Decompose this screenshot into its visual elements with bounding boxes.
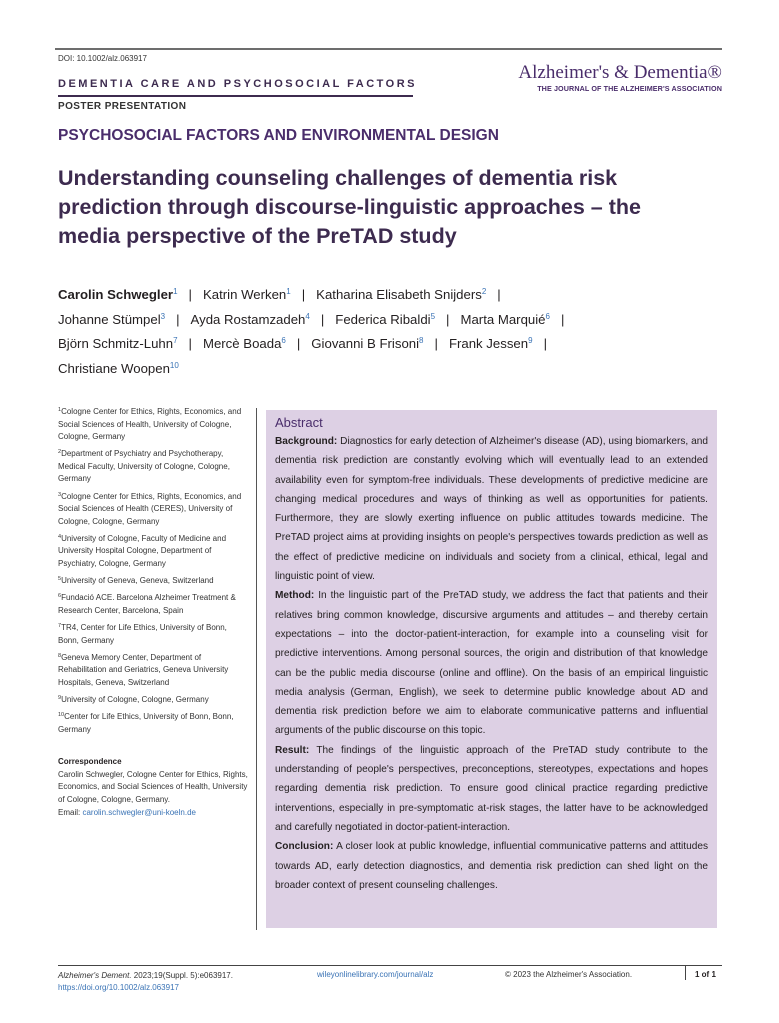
- author-separator: |: [176, 311, 180, 327]
- author-affiliation-ref[interactable]: 6: [545, 311, 550, 321]
- abstract-conclusion: [275, 837, 708, 895]
- affiliation-text: Geneva Memory Center, Department of Rehabilitation and Geriatrics, Geneva University Hospitals, Geneva, Switzerland: [58, 652, 229, 687]
- footer-rule: [58, 965, 722, 966]
- affiliation-number: 2: [58, 449, 62, 456]
- affiliation-text: Cologne Center for Ethics, Rights, Economics, and Social Sciences of Health, University of Cologne, Cologne, Germany: [58, 407, 242, 442]
- journal-logo-title: Alzheimer's & Dementia®: [518, 62, 722, 83]
- affiliation-text: Center for Life Ethics, University of Bonn, Bonn, Germany: [58, 711, 234, 734]
- affiliation-number: 7: [58, 622, 62, 629]
- affiliation: [58, 406, 248, 444]
- affiliation-number: 8: [58, 652, 62, 659]
- author-name: Christiane Woopen: [58, 360, 170, 376]
- affiliations-column: [58, 406, 248, 819]
- author-row: [58, 283, 728, 308]
- correspondence-text: Carolin Schwegler, Cologne Center for Ethics, Rights, Economics, and Social Sciences of Health, University of Cologne, Cologne, Germany.: [58, 769, 248, 804]
- author-separator: |: [188, 287, 192, 302]
- affiliation: [58, 711, 248, 736]
- author-separator: |: [188, 336, 192, 351]
- email-link[interactable]: carolin.schwegler@uni-koeln.de: [82, 807, 196, 817]
- affiliation-text: TR4, Center for Life Ethics, University of Bonn, Bonn, Germany: [58, 622, 227, 645]
- top-rule: [55, 48, 722, 50]
- author-affiliation-ref[interactable]: 4: [305, 311, 310, 321]
- section-label-result: Result:: [275, 744, 310, 756]
- affiliation: [58, 652, 248, 690]
- author: [311, 336, 423, 351]
- section-text: In the linguistic part of the PreTAD study, we address the fact that patients and their relatives bring common knowledge, discursive arguments and attitudes – and thereby certain expectations – into the doctor-patient-interaction, for example into a counseling visit for predictive interventions. Among personal sources, the origin and distribution of that knowledge can be the public media discourse (online and offline). On the basis of an empirical linguistic media analysis (German, English), we seek to determine public knowledge about AD and dementia risk prediction before we aim to elaborate communicative patterns and influential arguments of the public discourse on this topic.: [275, 590, 708, 737]
- author-name: Carolin Schwegler: [58, 287, 174, 302]
- section-label-background: Background:: [275, 436, 338, 447]
- journal-logo: [486, 63, 722, 93]
- correspondence-email-line: [58, 807, 248, 820]
- author-affiliation-ref[interactable]: 2: [481, 287, 487, 296]
- doi-link[interactable]: https://doi.org/10.1002/alz.063917: [58, 983, 179, 992]
- article-title: Understanding counseling challenges of dementia risk prediction through discourse-linguistic approaches – the media perspective of the PreTAD study: [58, 166, 641, 248]
- doi: DOI: 10.1002/alz.063917: [58, 54, 147, 63]
- author-separator: |: [320, 311, 325, 327]
- footer-citation: [58, 970, 233, 994]
- author-name: Giovanni B Frisoni: [311, 336, 420, 351]
- affiliation-number: 9: [58, 694, 62, 701]
- author-separator: |: [296, 336, 301, 351]
- author-affiliation-ref[interactable]: 1: [173, 287, 178, 296]
- section-text: Diagnostics for early detection of Alzheimer's disease (AD), using biomarkers, and dementia risk prediction are constantly evolving which will eventually lead to an extended availability even for symptom-free individuals. These developments of predictive medicine are changing medical procedures and ways of thinking as well as opportunities for patients. Furthermore, they are slowly exerting influence on public attitudes towards medicine. The PreTAD project aims at providing insights on people's perspectives towards prediction as well as the effect of predictive medicine on individuals and society from a clinical, ethical, legal and linguistic point of view.: [275, 436, 708, 583]
- email-label: Email:: [58, 807, 83, 817]
- author: [203, 336, 286, 351]
- author-row: [58, 332, 728, 357]
- author-name: Frank Jessen: [448, 336, 529, 351]
- author-name: Marta Marquié: [460, 311, 546, 327]
- author-name: Björn Schmitz-Luhn: [58, 336, 174, 351]
- affiliation-number: 4: [58, 533, 62, 540]
- author-name: Ayda Rostamzadeh: [190, 311, 306, 327]
- author-separator: |: [301, 287, 306, 302]
- affiliation: [58, 694, 248, 707]
- author-list: [58, 283, 728, 381]
- affiliation-number: 5: [58, 576, 62, 583]
- affiliation: [58, 533, 248, 571]
- author: [58, 336, 178, 351]
- author: [203, 287, 291, 302]
- author-separator: |: [560, 311, 565, 327]
- author-name: Mercè Boada: [202, 336, 282, 351]
- copyright: © 2023 the Alzheimer's Association.: [505, 970, 633, 979]
- journal-website-link[interactable]: wileyonlinelibrary.com/journal/alz: [317, 970, 434, 979]
- author-separator: |: [497, 287, 501, 302]
- section-label-method: Method:: [275, 590, 315, 602]
- author-separator: |: [446, 311, 450, 327]
- abstract-box: [266, 410, 717, 928]
- page-number: 1 of 1: [695, 970, 716, 979]
- presentation-type: POSTER PRESENTATION: [58, 101, 187, 112]
- author: [58, 287, 178, 302]
- affiliation: [58, 575, 248, 588]
- section-text: The findings of the linguistic approach of the PreTAD study contribute to the understanding of people's perspectives, preconceptions, stereotypes, expectations and hopes regarding dementia risk prediction. To ensure good clinical practice regarding predictive interventions, especially in pre-symptomatic at-risk stages, the latter have to be acknowledged and carefully negotiated in doctor-patient-interaction.: [275, 744, 708, 833]
- journal-logo-subtitle: THE JOURNAL OF THE ALZHEIMER'S ASSOCIATION: [537, 84, 722, 93]
- category-heading: PSYCHOSOCIAL FACTORS AND ENVIRONMENTAL DESIGN: [58, 127, 499, 144]
- author: [316, 287, 486, 302]
- author-affiliation-ref[interactable]: 5: [430, 311, 436, 321]
- author-separator: |: [543, 336, 547, 351]
- author-affiliation-ref[interactable]: 8: [419, 336, 424, 345]
- abstract-background: [275, 432, 708, 586]
- affiliation-text: Department of Psychiatry and Psychotherapy, Medical Faculty, University of Cologne, Cologne, Germany: [58, 449, 230, 484]
- affiliation-text: University of Geneva, Geneva, Switzerland: [61, 576, 214, 586]
- affiliation-text: Cologne Center for Ethics, Rights, Economics, and Social Sciences of Health (CERES), University of Cologne, Cologne, Germany: [58, 491, 242, 526]
- footer-divider: [685, 966, 686, 980]
- section-label: DEMENTIA CARE AND PSYCHOSOCIAL FACTORS: [58, 78, 418, 90]
- affiliation-number: 6: [58, 593, 62, 600]
- author: [58, 361, 179, 376]
- correspondence-heading: Correspondence: [58, 757, 122, 767]
- author-affiliation-ref[interactable]: 1: [286, 287, 291, 296]
- affiliation: [58, 448, 248, 486]
- section-text: A closer look at public knowledge, influential communicative patterns and attitudes towards AD, early detection diagnostics, and dementia risk prediction can shed light on the broader context of present counseling challenges.: [275, 841, 708, 891]
- author-affiliation-ref[interactable]: 7: [173, 336, 178, 345]
- abstract-heading: Abstract: [275, 415, 323, 430]
- section-label-conclusion: Conclusion:: [275, 841, 334, 853]
- author: [58, 312, 165, 327]
- affiliation-text: University of Cologne, Cologne, Germany: [61, 694, 209, 704]
- affiliation: [58, 622, 248, 647]
- author-affiliation-ref[interactable]: 6: [281, 336, 286, 345]
- affiliation-text: Fundació ACE. Barcelona Alzheimer Treatment & Research Center, Barcelona, Spain: [58, 593, 236, 615]
- author: [335, 312, 435, 327]
- author-affiliation-ref[interactable]: 10: [169, 360, 179, 370]
- affiliation-number: 1: [58, 407, 62, 413]
- affiliation-number: 3: [58, 491, 62, 498]
- author-name: Katharina Elisabeth Snijders: [316, 287, 482, 302]
- author-name: Katrin Werken: [202, 287, 287, 302]
- author-name: Johanne Stümpel: [58, 311, 161, 327]
- author-row: [58, 357, 728, 382]
- journal-abbrev: Alzheimer's Dement.: [58, 971, 132, 980]
- affiliation: [58, 592, 248, 617]
- author-separator: |: [434, 336, 438, 351]
- correspondence: [58, 756, 248, 819]
- author-row: [58, 308, 728, 333]
- author: [449, 336, 533, 351]
- citation-text: 2023;19(Suppl. 5):e063917.: [131, 971, 233, 980]
- author-affiliation-ref[interactable]: 9: [528, 336, 533, 345]
- affiliation: [58, 491, 248, 529]
- author-affiliation-ref[interactable]: 3: [160, 311, 166, 321]
- citation-line: [58, 970, 233, 982]
- author: [460, 312, 549, 327]
- abstract-result: [275, 741, 708, 837]
- affiliation-text: University of Cologne, Faculty of Medicine and University Hospital Cologne, Department of Psychiatry, Cologne, Germany: [58, 533, 227, 569]
- affiliation-number: 10: [58, 711, 65, 718]
- author-name: Federica Ribaldi: [335, 311, 431, 327]
- section-rule: [58, 95, 413, 97]
- column-divider: [256, 408, 257, 930]
- abstract-method: [275, 586, 708, 740]
- author: [191, 312, 310, 327]
